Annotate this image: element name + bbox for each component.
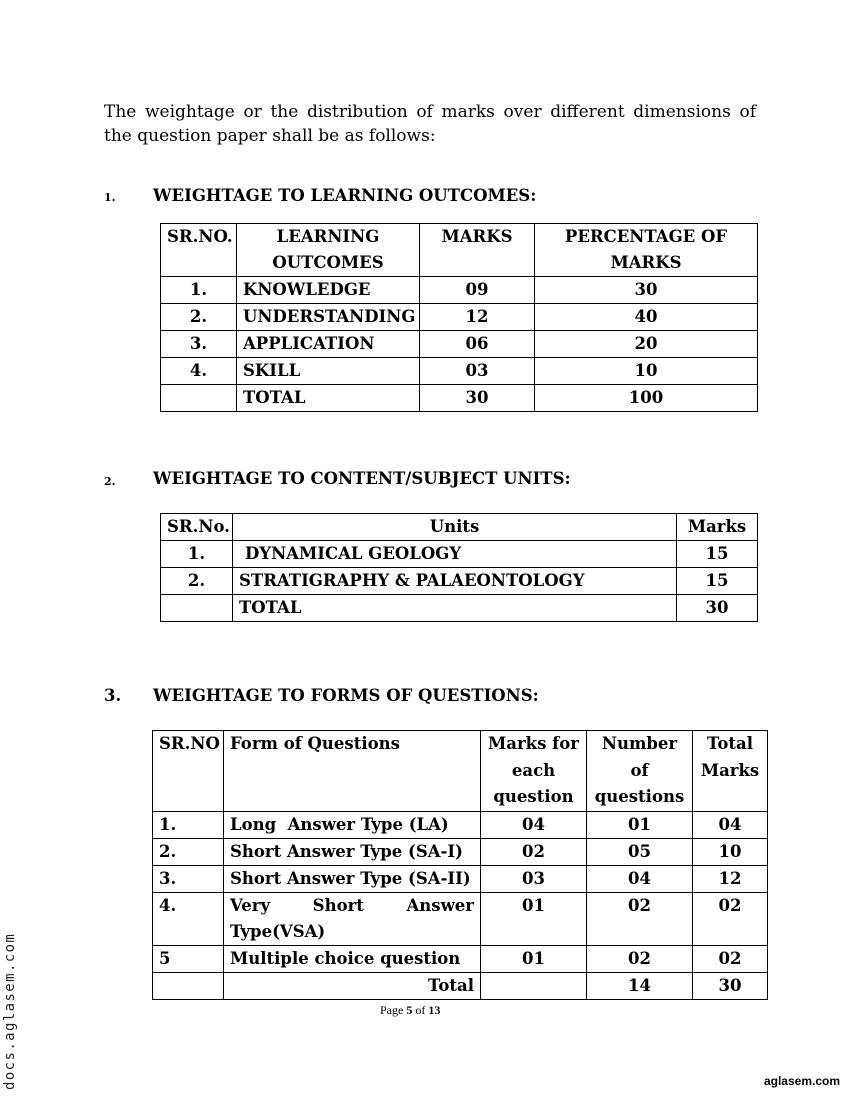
section-3-title: WEIGHTAGE TO FORMS OF QUESTIONS: bbox=[153, 686, 539, 705]
table-cell: 10 bbox=[693, 838, 768, 865]
table-cell: Short Answer Type (SA-I) bbox=[224, 838, 481, 865]
table-total-row bbox=[161, 385, 758, 412]
table-cell: 01 bbox=[587, 811, 693, 838]
header-cell: LEARNING OUTCOMES bbox=[237, 224, 420, 277]
header-cell: PERCENTAGE OF MARKS bbox=[535, 224, 758, 277]
table-cell: 15 bbox=[677, 568, 758, 595]
page-label: Page bbox=[380, 1003, 404, 1017]
table-cell: 5 bbox=[153, 945, 224, 972]
table-cell bbox=[161, 385, 237, 412]
table-cell: 01 bbox=[481, 892, 587, 945]
header-cell: Number of questions bbox=[587, 731, 693, 812]
table-cell: 04 bbox=[693, 811, 768, 838]
table-total-row bbox=[153, 972, 768, 999]
table-cell bbox=[481, 972, 587, 999]
table-cell: 3. bbox=[161, 331, 237, 358]
table-cell: TOTAL bbox=[233, 595, 677, 622]
table-cell: 30 bbox=[420, 385, 535, 412]
table-row bbox=[161, 331, 758, 358]
table-row bbox=[153, 892, 768, 945]
subject-units-table bbox=[160, 513, 758, 622]
page-number bbox=[380, 1003, 440, 1018]
corner-watermark: aglasem.com bbox=[763, 1074, 840, 1088]
table-header-row bbox=[153, 731, 768, 812]
table-total-row bbox=[161, 595, 758, 622]
header-cell: Marks for each question bbox=[481, 731, 587, 812]
table-cell: 12 bbox=[420, 304, 535, 331]
forms-of-questions-table bbox=[152, 730, 768, 1000]
table-cell: 4. bbox=[161, 358, 237, 385]
table-cell: APPLICATION bbox=[237, 331, 420, 358]
table-cell: 09 bbox=[420, 277, 535, 304]
table-row bbox=[153, 811, 768, 838]
table-cell: 30 bbox=[693, 972, 768, 999]
table-cell: Short Answer Type (SA-II) bbox=[224, 865, 481, 892]
side-watermark: docs.aglasem.com bbox=[2, 932, 18, 1090]
table-cell: 4. bbox=[153, 892, 224, 945]
table-cell: 3. bbox=[153, 865, 224, 892]
header-cell: SR.No. bbox=[161, 514, 233, 541]
header-cell: MARKS bbox=[420, 224, 535, 277]
table-cell: DYNAMICAL GEOLOGY bbox=[233, 541, 677, 568]
table-header-row bbox=[161, 224, 758, 277]
table-cell: 1. bbox=[161, 541, 233, 568]
table-cell bbox=[161, 595, 233, 622]
table-cell: STRATIGRAPHY & PALAEONTOLOGY bbox=[233, 568, 677, 595]
header-cell: Form of Questions bbox=[224, 731, 481, 812]
table-cell: 30 bbox=[677, 595, 758, 622]
header-cell: SR.NO bbox=[153, 731, 224, 812]
table-cell: 03 bbox=[420, 358, 535, 385]
intro-paragraph: The weightage or the distribution of marks over different dimensions of the question paper shall be as follows: bbox=[104, 102, 756, 146]
section-1-number: 1. bbox=[104, 191, 116, 204]
table-cell: 01 bbox=[481, 945, 587, 972]
header-cell: Units bbox=[233, 514, 677, 541]
table-cell: 02 bbox=[693, 945, 768, 972]
table-cell: 05 bbox=[587, 838, 693, 865]
header-cell: SR.NO. bbox=[161, 224, 237, 277]
table-cell: 100 bbox=[535, 385, 758, 412]
table-cell: 10 bbox=[535, 358, 758, 385]
table-cell: KNOWLEDGE bbox=[237, 277, 420, 304]
table-cell: 2. bbox=[153, 838, 224, 865]
table-cell: Very Short Answer Type(VSA) bbox=[224, 892, 481, 945]
table-cell: 15 bbox=[677, 541, 758, 568]
table-cell: 06 bbox=[420, 331, 535, 358]
table-cell: Multiple choice question bbox=[224, 945, 481, 972]
page-total: 13 bbox=[428, 1003, 441, 1017]
table-cell: Total bbox=[224, 972, 481, 999]
table-cell: 40 bbox=[535, 304, 758, 331]
table-cell: 14 bbox=[587, 972, 693, 999]
header-cell: Marks bbox=[677, 514, 758, 541]
table-cell: TOTAL bbox=[237, 385, 420, 412]
table-cell: 02 bbox=[693, 892, 768, 945]
table-cell: 2. bbox=[161, 568, 233, 595]
table-cell: 1. bbox=[153, 811, 224, 838]
table-row bbox=[161, 541, 758, 568]
table-cell bbox=[153, 972, 224, 999]
section-2-title: WEIGHTAGE TO CONTENT/SUBJECT UNITS: bbox=[153, 469, 571, 488]
table-cell: SKILL bbox=[237, 358, 420, 385]
learning-outcomes-table bbox=[160, 223, 758, 412]
table-header-row bbox=[161, 514, 758, 541]
page-current: 5 bbox=[406, 1003, 413, 1017]
table-cell: 03 bbox=[481, 865, 587, 892]
table-cell: 02 bbox=[481, 838, 587, 865]
table-cell: UNDERSTANDING bbox=[237, 304, 420, 331]
table-cell: 02 bbox=[587, 945, 693, 972]
table-cell: 2. bbox=[161, 304, 237, 331]
section-3-number: 3. bbox=[104, 686, 122, 705]
section-2-number: 2. bbox=[104, 475, 116, 488]
table-cell: 30 bbox=[535, 277, 758, 304]
table-cell: 1. bbox=[161, 277, 237, 304]
table-row bbox=[161, 304, 758, 331]
table-cell: 04 bbox=[587, 865, 693, 892]
table-row bbox=[161, 568, 758, 595]
table-row bbox=[153, 838, 768, 865]
table-cell: Long Answer Type (LA) bbox=[224, 811, 481, 838]
table-row bbox=[161, 277, 758, 304]
header-cell: Total Marks bbox=[693, 731, 768, 812]
table-cell: 02 bbox=[587, 892, 693, 945]
table-cell: 20 bbox=[535, 331, 758, 358]
table-row bbox=[153, 865, 768, 892]
section-1-title: WEIGHTAGE TO LEARNING OUTCOMES: bbox=[153, 186, 537, 205]
table-cell: 12 bbox=[693, 865, 768, 892]
table-cell: 04 bbox=[481, 811, 587, 838]
table-row bbox=[153, 945, 768, 972]
page-of: of bbox=[415, 1003, 426, 1017]
table-row bbox=[161, 358, 758, 385]
